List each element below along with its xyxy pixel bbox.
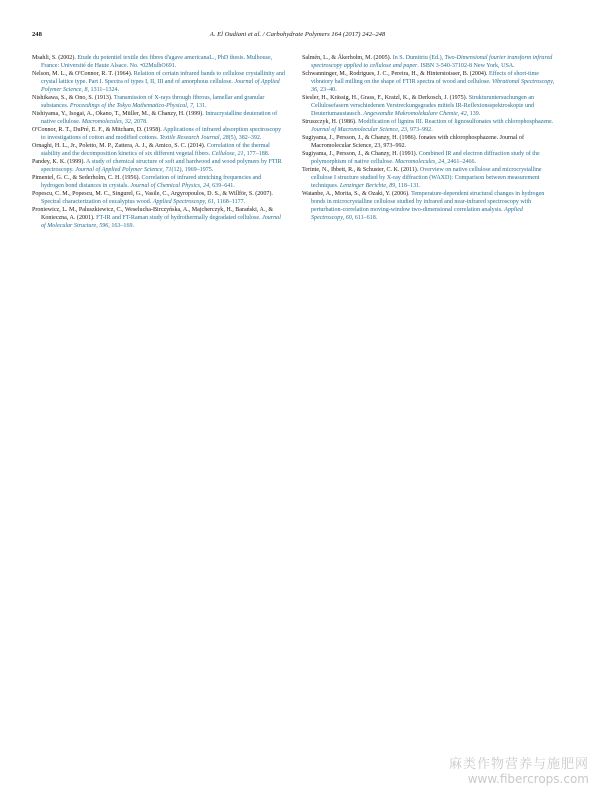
reference-journal[interactable]: Textile Research Journal, 28 [159, 135, 229, 141]
reference-title[interactable]: Correlation of the thermal stability and the decomposition kinetics of six different vegetal fibers. [41, 143, 270, 157]
reference-title[interactable]: Spectral characterization of eucalyptus wood. [41, 199, 153, 205]
reference-rest[interactable]: , 973–992. [407, 127, 433, 133]
reference-authors: Pandey, K. K. (1999). [32, 159, 87, 165]
reference-entry [302, 54, 555, 70]
reference-authors: Watanbe, A., Morita, S., & Ozaki, Y. (2006). [302, 191, 412, 197]
reference-title[interactable]: Modification of lignins III. Reaction of lignosulfonates with chlorophosphazene. [358, 119, 554, 125]
reference-journal[interactable]: Two-Dimensional fourier transform infrared spectroscopy applied to cellulose and paper [311, 55, 553, 69]
reference-entry [32, 158, 285, 174]
reference-journal[interactable]: Cellulose, 21 [211, 151, 244, 157]
reference-title[interactable]: Strukturuntersuchungen an Cellulosefasern verschiedenen Verstreckungsgrades mittels IR-Reflexionsspektroskopie und Deuteriumaustausch. [311, 95, 535, 117]
reference-authors: Struszczyk, H. (1986). [302, 119, 359, 125]
reference-journal[interactable]: Journal of Applied Polymer Science, 71 [75, 167, 172, 173]
reference-journal[interactable]: Journal of Macromolecular Science, 23 [311, 127, 407, 133]
reference-rest[interactable]: , 23–40. [317, 87, 337, 93]
reference-journal[interactable]: Applied Spectroscopy, 61 [152, 199, 214, 205]
reference-rest[interactable]: , 139. [466, 111, 481, 117]
watermark [449, 753, 589, 786]
reference-journal[interactable]: Journal of Molecular Structure, 596 [41, 215, 281, 229]
reference-entry [32, 110, 285, 126]
reference-authors: Schwanninger, M., Rodrigues, J. C., Pereira, H., & Hinterstoisser, B. (2004). [302, 71, 489, 77]
watermark-chinese: 麻类作物营养与施肥网 [448, 757, 589, 772]
reference-authors: Pimentel, G. C., & Sederholm, C. H. (1956). [32, 175, 142, 181]
reference-journal[interactable]: Proceedings of the Tokyo Mathematico-Physical, 7 [69, 103, 194, 109]
reference-authors: Nelson, M. L., & O'Connor, R. T. (1964). [32, 71, 134, 77]
reference-title[interactable]: Transmission of X-rays through fibrous, lamellar and granular substances. [41, 95, 265, 109]
reference-authors: Terinte, N., Ibbett, R., & Schuster, C. K. (2011). [302, 167, 420, 173]
reference-entry [32, 174, 285, 190]
reference-rest[interactable]: , 1311–1324. [87, 87, 120, 93]
reference-entry [302, 166, 555, 190]
references-left-column [32, 54, 285, 230]
reference-entry [32, 190, 285, 206]
reference-entry [302, 118, 555, 134]
reference-authors: O'Connor, R. T., DuPré, E. F., & Mitcham, D. (1958). [32, 127, 163, 133]
reference-authors: Proniewicz, L. M., Paluszkiewicz, C., Weselucha-Birczyńska, A., Majcherczyk, H., Barański, A., & Konieczna, A. (2001). [32, 207, 274, 221]
reference-title[interactable]: Combined IR and electron diffraction study of the polymorphism of native cellulose. [311, 151, 540, 165]
reference-rest[interactable]: , 1168–1177. [213, 199, 246, 205]
reference-authors: Sugiyama, J., Persson, J., & Chanzy, H. (1986). fonates with chlorophosphazene. Journal of Macromolecular Science, 23, 973–992. [302, 135, 524, 149]
reference-rest[interactable]: , 163–169. [108, 223, 134, 229]
reference-title[interactable]: Relation of certain infrared bands to cellulose crystallinity and crystal lattice type. Part I. Spectra of types I, II, III and of amorphous cellulose. [41, 71, 285, 85]
reference-authors: Ornaghi, H. L., Jr., Poletto, M. P., Zattera, A. J., & Amico, S. C. (2014). [32, 143, 207, 149]
reference-entry [302, 94, 555, 118]
reference-entry [302, 70, 555, 94]
reference-title[interactable]: Etude du potentiel textile des fibres d'agave americanaL., PhD thesis. Mulhouse, France: Université de Haute Alsace. No. [41, 55, 273, 69]
watermark-url: www.fibercrops.com [467, 772, 589, 786]
reference-title[interactable]: In S. Dumitriu (Ed.), [392, 55, 445, 61]
reference-journal[interactable]: Lenzinger Berichte, 89 [339, 183, 396, 189]
reference-authors: Nishikawa, S., & Ono, S. (1913). [32, 95, 114, 101]
reference-entry [32, 70, 285, 94]
reference-authors: Siesler, H., Krässig, H., Grass, F., Kratzl, K., & Derkosch, J. (1975). [302, 95, 469, 101]
reference-title[interactable]: Effects of short-time vibratory ball milling on the shape of FTIR spectra of wood and cellulose. [311, 71, 539, 85]
reference-rest[interactable]: , 118–131. [395, 183, 421, 189]
reference-entry [302, 134, 555, 150]
reference-authors: Msahli, S. (2002). [32, 55, 78, 61]
reference-entry [32, 54, 285, 70]
reference-journal[interactable]: Journal of Applied Polymer Science, 8 [41, 79, 280, 93]
reference-authors: Sugiyama, J., Persson, J., & Chanzy, H. (1991). [302, 151, 419, 157]
references-right-column [302, 54, 555, 222]
reference-authors: Popescu, C. M., Popescu, M. C., Singurel, G., Vasile, C., Argyropoulos, D. S., & Willför, S. (2007). [32, 191, 273, 197]
reference-rest[interactable]: , 639–641. [209, 183, 235, 189]
reference-journal[interactable]: Angewandte Makromolekulare Chemie, 42 [363, 111, 467, 117]
reference-title[interactable]: Temperature-dependent structural changes in hydrogen bonds in microcrystalline cellulose studied by infrared and near-infrared spectroscopy with perturbation-correlation moving-window two-dimensional correlation analysis. [311, 191, 545, 213]
reference-title[interactable]: Correlation of infrared stretching frequencies and hydrogen bond distances in crystals. [41, 175, 262, 189]
reference-journal[interactable]: Journal of Chemical Physics, 24 [130, 183, 210, 189]
reference-title[interactable]: Intracrystalline deuteration of native cellulose. [41, 111, 278, 125]
reference-title[interactable]: Applications of infrared absorption spectroscopy to investigations of cotton and modified cottons. [41, 127, 282, 141]
reference-entry [302, 190, 555, 222]
reference-entry [302, 150, 555, 166]
reference-journal[interactable]: Macromolecules, 32 [81, 119, 131, 125]
reference-title[interactable]: FT-IR and FT-Raman study of hydrothermally degradated cellulose. [96, 215, 263, 221]
reference-journal[interactable]: Applied Spectroscopy, 60 [311, 207, 523, 221]
reference-authors: Salmén, L., & Åkerholm, M. (2005). [302, 55, 393, 61]
reference-rest[interactable]: •02MulhO691. [140, 63, 177, 69]
reference-rest[interactable]: , 177–188. [243, 151, 270, 157]
page-number: 248 [32, 31, 42, 38]
reference-entry [32, 142, 285, 158]
reference-journal[interactable]: Vibrational Spectroscopy, 36 [311, 79, 555, 93]
reference-rest[interactable]: , 2461–2466. [444, 159, 477, 165]
reference-title[interactable]: Overview on native cellulose and microcrystalline cellulose I structure studied by X-ray diffraction (WAXD): Comparison between measurement techniques. [311, 167, 542, 189]
page-header [32, 31, 563, 45]
reference-rest[interactable]: (5), 382–392. [228, 135, 262, 141]
reference-journal[interactable]: Macromolecules, 24 [395, 159, 445, 165]
running-head: A. El Oudiani et al. / Carbohydrate Polymers 164 (2017) 242–248 [209, 31, 386, 38]
reference-rest[interactable]: (12), 1969–1975. [171, 167, 214, 173]
reference-entry [32, 206, 285, 230]
reference-rest[interactable]: , 2078. [130, 119, 148, 125]
reference-title[interactable]: A study of chemical structure of soft and hardwood and wood polymers by FTIR spectroscopy. [41, 159, 282, 173]
reference-authors: Nishiyama, Y., Isogai, A., Okano, T., Müller, M., & Chanzy, H. (1999). [32, 111, 206, 117]
reference-rest[interactable]: . ISBN 3-540-37102-8 New York, USA. [417, 63, 515, 69]
reference-rest[interactable]: , 611–618. [351, 215, 378, 221]
reference-entry [32, 94, 285, 110]
reference-entry [32, 126, 285, 142]
reference-rest[interactable]: , 131. [193, 103, 207, 109]
